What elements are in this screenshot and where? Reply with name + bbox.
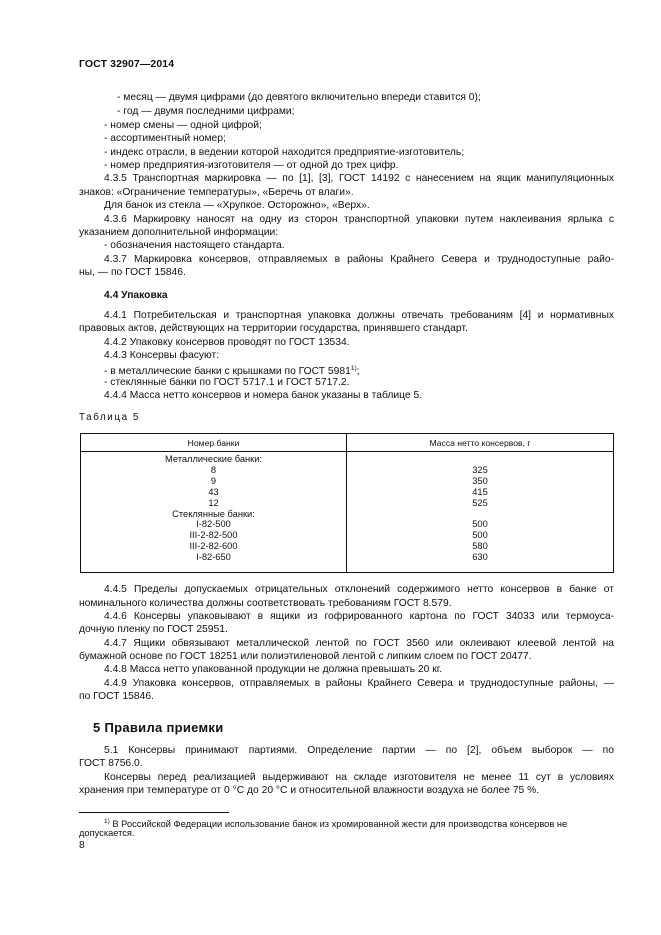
table-cell: I-82-650 bbox=[196, 552, 231, 563]
table-cell: 500 bbox=[472, 530, 488, 541]
table-cell: 325 bbox=[472, 464, 488, 475]
list-item-standard-designation: - обозначения настоящего стандарта. bbox=[104, 240, 285, 251]
para-4-4-8: 4.4.8 Масса нетто упакованной продукции не должна превышать 20 кг. bbox=[104, 664, 443, 675]
table-caption: Таблица 5 bbox=[79, 412, 140, 423]
section-title-5: 5 Правила приемки bbox=[93, 720, 224, 735]
page-number: 8 bbox=[79, 840, 85, 851]
table-cell: 415 bbox=[472, 486, 488, 497]
table-cell bbox=[347, 509, 613, 520]
list-item-shift: - номер смены — одной цифрой; bbox=[104, 120, 262, 131]
para-5-storage-line2: хранения при температуре от 0 °С до 20 °С и относительной влажности воздуха не более 75 %. bbox=[79, 785, 540, 796]
table-cell: Металлические банки: bbox=[164, 454, 262, 464]
para-4-3-6-line1: 4.3.6 Маркировку наносят на одну из сторон транспортной упаковки путем наклеивания ярлыка с bbox=[104, 214, 614, 225]
table-cell: I-82-500 bbox=[196, 519, 231, 530]
table-cell: III-2-82-600 bbox=[189, 541, 238, 552]
para-glass-jars: Для банок из стекла — «Хрупкое. Осторожно», «Верх». bbox=[104, 200, 370, 211]
para-4-3-5-line2: знаков: «Ограничение температуры», «Беречь от влаги». bbox=[79, 187, 354, 198]
footnote-line1 bbox=[104, 816, 567, 830]
table-cell: 500 bbox=[472, 519, 488, 530]
list-item-enterprise-number: - номер предприятия-изготовителя — от одной до трех цифр. bbox=[104, 160, 399, 171]
table-cell: III-2-82-500 bbox=[189, 530, 238, 541]
para-4-4-2: 4.4.2 Упаковку консервов проводят по ГОСТ 13534. bbox=[104, 337, 350, 348]
table-cell: 525 bbox=[472, 497, 488, 508]
para-4-4-6-line2: дочную пленку по ГОСТ 25951. bbox=[79, 624, 228, 635]
list-item-industry-index: - индекс отрасли, в ведении которой находится предприятие-изготовитель; bbox=[104, 147, 465, 158]
table-cell: 9 bbox=[210, 475, 217, 486]
list-item-assortment: - ассортиментный номер; bbox=[104, 133, 226, 144]
list-item-month: - месяц — двумя цифрами (до девятого включительно впереди ставится 0); bbox=[117, 92, 481, 103]
para-4-4-4: 4.4.4 Масса нетто консервов и номера банок указаны в таблице 5. bbox=[104, 390, 423, 401]
document-header: ГОСТ 32907—2014 bbox=[79, 58, 175, 70]
para-5-storage-line1: Консервы перед реализацией выдерживают на складе изготовителя не менее 11 сут в условиях bbox=[104, 772, 614, 783]
table-cell: 12 bbox=[208, 497, 219, 508]
para-4-3-5-line1: 4.3.5 Транспортная маркировка — по [1], [3], ГОСТ 14192 с нанесением на ящик манипуляционных bbox=[104, 173, 614, 184]
table-header-can-number: Номер банки bbox=[81, 434, 347, 452]
footnote-mark: 1) bbox=[104, 818, 110, 825]
para-4-4-5-line1: 4.4.5 Пределы допускаемых отрицательных отклонений содержимого нетто консервов в банке от bbox=[104, 584, 614, 595]
footnote-separator bbox=[79, 812, 229, 813]
para-4-3-6-line2: указанием дополнительной информации: bbox=[79, 227, 279, 238]
table-cell bbox=[347, 454, 613, 465]
table-col-can-numbers bbox=[81, 452, 347, 573]
para-4-4-1-line2: правовых актов, действующих на территории государства, принявшего стандарт. bbox=[79, 323, 468, 334]
table-5 bbox=[80, 433, 614, 573]
para-4-3-7-line1: 4.3.7 Маркировка консервов, отправляемых в районы Крайнего Севера и труднодоступные райо- bbox=[104, 254, 614, 265]
table-cell: Стеклянные банки: bbox=[172, 508, 255, 519]
para-4-4-1-line1: 4.4.1 Потребительская и транспортная упаковка должны отвечать требованиям [4] и нормативных bbox=[104, 310, 614, 321]
para-4-4-6-line1: 4.4.6 Консервы упаковывают в ящики из гофрированного картона по ГОСТ 34033 или термоуса- bbox=[104, 611, 614, 622]
table-body-row bbox=[81, 452, 614, 573]
footnote-ref: 1) bbox=[350, 365, 357, 372]
section-title-4-4: 4.4 Упаковка bbox=[104, 290, 168, 301]
para-4-4-9-line2: по ГОСТ 15846. bbox=[79, 691, 154, 702]
table-cell: 580 bbox=[472, 541, 488, 552]
table-cell: 350 bbox=[472, 475, 488, 486]
para-4-3-7-line2: ны, — по ГОСТ 15846. bbox=[79, 267, 186, 278]
para-4-4-9-line1: 4.4.9 Упаковка консервов, отправляемых в районы Крайнего Севера и труднодоступные районы, — bbox=[104, 678, 614, 689]
table-header-net-mass: Масса нетто консервов, г bbox=[347, 434, 614, 452]
para-4-4-3: 4.4.3 Консервы фасуют: bbox=[104, 350, 220, 361]
para-5-1-line1: 5.1 Консервы принимают партиями. Определение партии — по [2], объем выборок — по bbox=[104, 745, 614, 756]
list-item-metal-cans bbox=[104, 363, 360, 378]
table-cell: 8 bbox=[210, 464, 217, 475]
list-item-glass-jars: - стеклянные банки по ГОСТ 5717.1 и ГОСТ 5717.2. bbox=[104, 377, 350, 388]
table-col-net-mass bbox=[347, 452, 614, 573]
table-header-row bbox=[81, 434, 614, 452]
footnote-text: В Российской Федерации использование банок из хромированной жести для производства консервов не bbox=[109, 819, 568, 829]
metal-cans-text: - в металлические банки с крышками по ГОСТ 5981 bbox=[104, 366, 351, 377]
footnote-line2: допускается. bbox=[79, 828, 135, 838]
para-4-4-7-line1: 4.4.7 Ящики обвязывают металлической лентой по ГОСТ 3560 или оклеивают клеевой лентой на bbox=[104, 638, 614, 649]
para-4-4-7-line2: бумажной основе по ГОСТ 18251 или полиэтиленовой лентой с липким слоем по ГОСТ 20477. bbox=[79, 651, 532, 662]
para-4-4-5-line2: номинального количества должны соответствовать требованиям ГОСТ 8.579. bbox=[79, 598, 452, 609]
list-item-year: - год — двумя последними цифрами; bbox=[117, 106, 295, 117]
metal-cans-semicolon: ; bbox=[356, 366, 360, 377]
table-cell: 43 bbox=[208, 486, 219, 497]
para-5-1-line2: ГОСТ 8756.0. bbox=[79, 758, 143, 769]
table-cell: 630 bbox=[472, 552, 488, 563]
